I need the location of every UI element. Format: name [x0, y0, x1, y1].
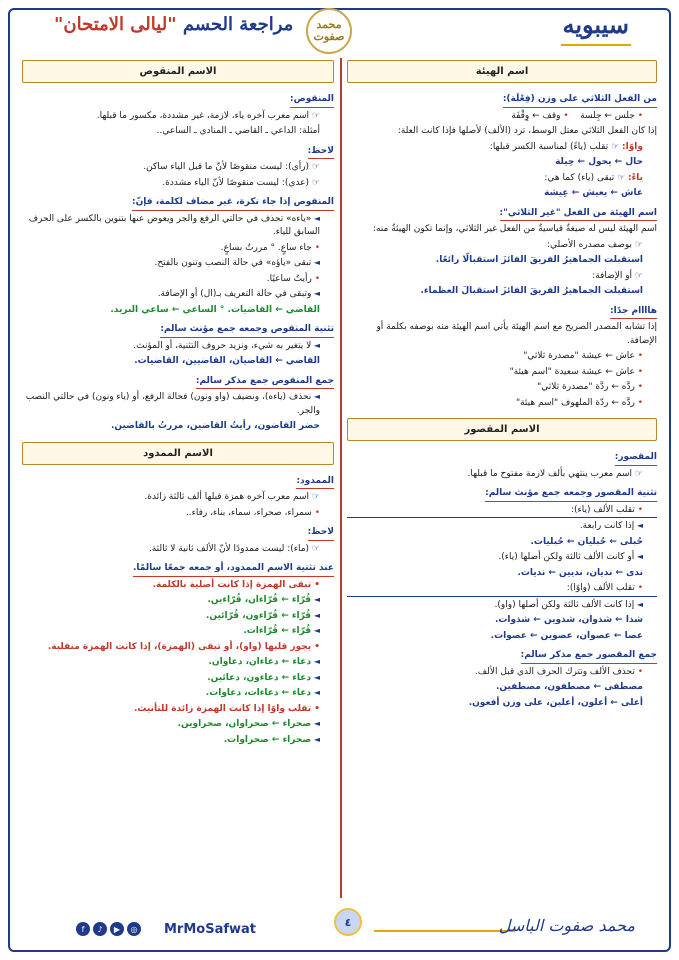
note: ☞ (ماء): ليست ممدودًا لأنّ الألف ثانية لا ثالثة. [22, 543, 334, 557]
example-row: • جلس ← جِلسة • وقف ← وِقْفَة [347, 110, 657, 124]
heading: الممدود: [296, 475, 334, 490]
example: أعلى ← أعلون، أعلين، على وزن أفعون. [468, 697, 643, 708]
heading: عند تثنية الاسم الممدود، أو جمعه جمعًا سالمًا. [133, 562, 334, 577]
rule-text: ☞ اسم معرب آخره همزة قبلها ألف ثالثة زائدة. [22, 491, 334, 505]
topic-quote: "ليالى الامتحان" [54, 14, 177, 35]
example: عصا ← عصوان، عصوين ← عصوات. [490, 630, 643, 641]
heading: جمع المقصور جمع مذكر سالم: [521, 649, 657, 664]
rule-item: • تبقى الهمزة إذا كانت أصلية بالكلمة. [22, 579, 334, 593]
youtube-icon[interactable]: ▶ [110, 922, 124, 936]
heading: لاحظ: [308, 526, 334, 541]
example: ◄ صحراء ← صحراوان، صحراوين. [22, 718, 334, 732]
example: حال ← يحول ← حِيلة [555, 157, 643, 167]
facebook-icon[interactable]: f [76, 922, 90, 936]
author-signature: محمد صفوت الباسل [498, 916, 635, 935]
social-handle[interactable]: MrMoSafwat [164, 922, 257, 937]
section-title: الاسم الممدود [22, 442, 334, 465]
brand-underline [561, 44, 631, 46]
rule-item: واوًا: ☞ تقلب (ياءً) لمناسبة الكسر قبلها: [347, 141, 657, 155]
heading: المنقوص إذا جاء نكرة، غير مضاف لكلمة، فإنّ: [132, 196, 334, 211]
logo-seal: محمد صفوت [306, 8, 352, 54]
example: مصطفى ← مصطفون، مصطفين. [495, 682, 643, 692]
topic-prefix: مراجعة الحسم [176, 14, 294, 35]
example: • رأيتُ ساعيًا. [22, 273, 334, 287]
rule-item: ◄ أو كانت الألف ثالثة ولكن أصلها (ياء). [347, 551, 657, 565]
example: شذا ← شذوان، شذوين ← شذوات. [494, 615, 643, 625]
page-number: ٤ [334, 908, 362, 936]
example: ◄ قُرّاء ← قُرّاءات. [22, 625, 334, 639]
heading: جمع المنقوص جمع مذكر سالم: [196, 375, 334, 390]
example: • سمراء، صحراء، سماء، بناء، رفاء.. [22, 507, 334, 521]
rule-item: ◄ لا يتغير به شيء، ونزيد حروف التثنية، أو المؤنث. [22, 340, 334, 354]
rule-item: ياءً: ☞ تبقى (ياء) كما هي: [347, 172, 657, 186]
header [14, 6, 665, 54]
heading: هاااام جدًا: [610, 305, 657, 320]
right-column [347, 58, 657, 712]
example: حضر القاضون، رأيتُ القاضين، مررتُ بالقاضين. [110, 421, 320, 431]
example: ◄ صحراء ← صحراوات. [22, 734, 334, 748]
example: • ردَّه ← ردّة الملهوف "اسم هيئة" [347, 397, 657, 411]
footer [14, 906, 665, 950]
rule-text: أمثلة: الداعي ـ القاضي ـ المنادي ـ الساعي.. [156, 126, 320, 136]
example: ◄ قُرّاء ← قُرّاءان، قُرّاءين. [22, 594, 334, 608]
rule-item: • تقلب الألف (واوًا): [347, 582, 657, 597]
rule-item: ◄ تبقى «ياؤه» في حالة النصب وتنون بالفتح. [22, 257, 334, 271]
heading: من الفعل الثلاثي على وزن (فِعْلَة): [503, 93, 657, 108]
rule-text: إذا كان الفعل الثلاثي معتل الوسط، ترد (الألف) لأصلها فإذا كانت العلة: [397, 126, 657, 136]
note: ☞ (رأي): ليست منقوصًا لأنّ ما قبل الياء ساكن. [22, 161, 334, 175]
tiktok-icon[interactable]: ♪ [93, 922, 107, 936]
heading: المنقوص: [290, 93, 334, 108]
example: • عاش ← عيشة سعيدة "اسم هيئة" [347, 366, 657, 380]
example: ◄ دعاء ← دعاءون، دعائين. [22, 672, 334, 686]
heading: اسم الهيئة من الفعل "غير الثلاثي": [500, 207, 657, 222]
rule-item: • تقلب الألف (ياء): [347, 504, 657, 519]
section-title: الاسم المنقوص [22, 60, 334, 83]
example: • ردَّه ← ردَّة "مصدرة ثلاثي" [347, 381, 657, 395]
rule-item: ◄ إذا كانت الألف ثالثة ولكن أصلها (واو). [347, 599, 657, 613]
rule-item: ◄ «ياءه» تحذف في حالتي الرفع والجر ويعوض عنها بتنوين بالكسر على الحرف السابق للياء. [22, 213, 334, 240]
heading: تثنية المنقوص وجمعه جمع مؤنث سالم: [160, 323, 334, 338]
rule-text: ☞ اسم معرب آخره ياء، لازمة، غير مشددة، مكسور ما قبلها. [22, 110, 334, 124]
heading: لاحظ: [308, 145, 334, 160]
rule-text: إذا تشابه المصدر الصريح مع اسم الهيئة يأتي اسم الهيئة منه بوصفه بكلمة أو الإضافة. [376, 322, 657, 346]
rule-item: ☞ أو الإضافة: [347, 270, 657, 284]
note: ☞ (عدي): ليست منقوصًا لأنّ الياء مشددة. [22, 177, 334, 191]
heading: المقصور: [615, 451, 657, 466]
section-title: اسم الهيئة [347, 60, 657, 83]
example: القاضي ← القاضيات. ° الساعي ← ساعي البريد. [110, 304, 320, 315]
brand-title: سيبويه [562, 10, 629, 39]
example: ندى ← نديان، نديين ← نديات. [517, 567, 643, 578]
instagram-icon[interactable]: ◎ [127, 922, 141, 936]
left-column [22, 58, 334, 749]
section-title: الاسم المقصور [347, 418, 657, 441]
example: استقبلت الجماهيرُ الفريقَ الفائزَ استقبالًا رائعًا. [435, 255, 643, 265]
rule-text: ☞ اسم معرب ينتهي بألف لازمة مفتوح ما قبلها. [347, 468, 657, 482]
social-icons [76, 922, 141, 936]
example: القاضي ← القاضيان، القاضيين، القاضيات. [134, 356, 320, 366]
rule-text: اسم الهيئة ليس له صيغةٌ قياسيةٌ من الفعل غير الثلاثي، وإنما تكون الهيئةُ منه: [372, 224, 657, 234]
rule-item: ☞ بوصف مصدره الأصلي: [347, 239, 657, 253]
rule-item: ◄ نحذف (ياءه)، ونضيف (واو ونون) فحالة الرفع، أو (ياء ونون) في حالتي النصب والجر. [22, 391, 334, 418]
example: • جاء ساعٍ. ° مررتُ بساعٍ. [22, 242, 334, 256]
rule-item: • تقلب واوًا إذا كانت الهمزة زائدة للتأنيث. [22, 703, 334, 717]
example: ◄ دعاء ← دعاءان، دعاوان. [22, 656, 334, 670]
example: عاش ← يعيش ← عِيشة [544, 188, 643, 198]
rule-item: • تحذف الألف وتترك الحرف الذي قبل الألف. [347, 666, 657, 680]
column-divider [340, 58, 342, 898]
example: ◄ دعاء ← دعاءات، دعاوات. [22, 687, 334, 701]
example: استقبلت الجماهيرُ الفريقَ الفائزَ استقبالَ العظماء. [420, 286, 643, 296]
example: • عاش ← عيشة "مصدرة ثلاثي" [347, 350, 657, 364]
footer-line [374, 930, 515, 932]
page-topic [54, 14, 293, 35]
example: حُبلى ← حُبليان ← حُبليات. [530, 536, 643, 547]
rule-item: • يجوز قلبها (واو)، أو تبقى (الهمزة)، إذا كانت الهمزة منقلبة. [22, 641, 334, 655]
rule-item: ◄ وتبقى في حالة التعريف بـ(ال) أو الإضافة. [22, 288, 334, 302]
example: ◄ قُرّاء ← قُرّاءون، قُرّائين. [22, 610, 334, 624]
rule-item: ◄ إذا كانت رابعة. [347, 520, 657, 534]
heading: تثنية المقصور وجمعه جمع مؤنث سالم: [485, 487, 657, 502]
